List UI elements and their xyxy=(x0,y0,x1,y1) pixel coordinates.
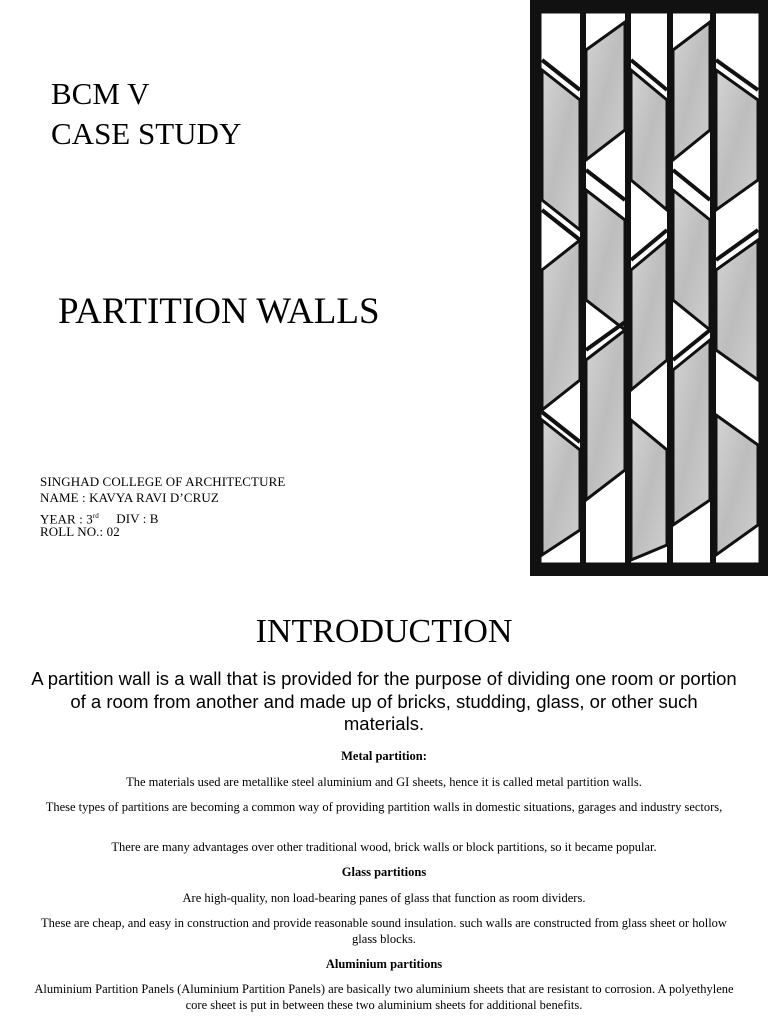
glass-partition-image xyxy=(530,0,768,576)
aluminium-partition-heading: Aluminium partitions xyxy=(325,957,443,971)
college-name: SINGHAD COLLEGE OF ARCHITECTURE xyxy=(40,474,286,489)
div-label: DIV : B xyxy=(116,511,159,527)
course-title: BCM V xyxy=(51,76,150,111)
metal-partition-heading: Metal partition: xyxy=(341,749,427,763)
metal-partition-text-1: The materials used are metallike steel aluminium and GI sheets, hence it is called metal partition walls. xyxy=(126,775,642,789)
slide-divider xyxy=(0,580,768,581)
metal-partition-text-2: These types of partitions are becoming a common way of providing partition walls in domestic situations, garages and industry sectors, xyxy=(45,800,723,814)
case-study-title: CASE STUDY xyxy=(51,116,242,151)
metal-partition-text-3: There are many advantages over other traditional wood, brick walls or block partitions, so it became popular. xyxy=(111,840,657,854)
roll-number: ROLL NO.: 02 xyxy=(40,524,120,539)
introduction-heading: INTRODUCTION xyxy=(255,613,513,650)
introduction-paragraph: A partition wall is a wall that is provided for the purpose of dividing one room or portion of a room from another and made up of bricks, studding, glass, or other such materials. xyxy=(31,668,737,734)
aluminium-partition-text-1: Aluminium Partition Panels (Aluminium Partition Panels) are basically two aluminium sheets that are resistant to corrosion. A polyethylene core sheet is put in between these two aluminium sheets for additional benefits. xyxy=(34,982,734,1012)
year-suffix: rd xyxy=(92,512,99,520)
year-label: YEAR : 3 xyxy=(40,511,93,527)
glass-partition-text-1: Are high-quality, non load-bearing panes of glass that function as room dividers. xyxy=(182,891,586,905)
glass-partition-heading: Glass partitions xyxy=(341,865,427,879)
topic-title: PARTITION WALLS xyxy=(58,291,380,332)
glass-partition-text-2: These are cheap, and easy in construction and provide reasonable sound insulation. such walls are constructed from glass sheet or hollow glass blocks. xyxy=(41,916,727,946)
student-name: NAME : KAVYA RAVI D’CRUZ xyxy=(40,490,219,505)
